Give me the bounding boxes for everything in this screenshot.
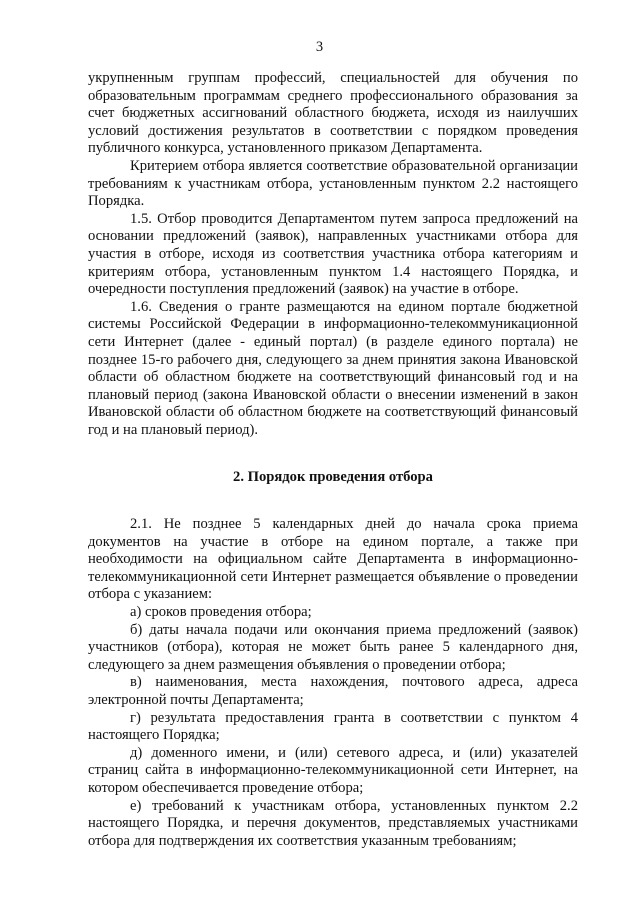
list-item-d: д) доменного имени, и (или) сетевого адреса, и (или) указателей страниц сайта в информационно-телекоммуникационной сети Интернет, на котором обеспечивается проведение отбора; bbox=[88, 744, 578, 796]
list-item-e: е) требований к участникам отбора, установленных пунктом 2.2 настоящего Порядка, и перечня документов, представляемых участниками отбора для подтверждения их соответствия указанным требованиям; bbox=[88, 797, 578, 849]
paragraph-1-6: 1.6. Сведения о гранте размещаются на едином портале бюджетной системы Российской Федерации в информационно-телекоммуникационной сети Интернет (далее - единый портал) (в разделе единого портала) не позднее 15-го рабочего дня, следующего за днем принятия закона Ивановской области об областном бюджете на соответствующий финансовый год и на плановый период (закона Ивановской области о внесении изменений в закон Ивановской области об областном бюджете на соответствующий финансовый год и на плановый период). bbox=[88, 298, 578, 438]
paragraph-1-5: 1.5. Отбор проводится Департаментом путем запроса предложений на основании предложений (заявок), направленных участниками отбора для участия в отборе, исходя из соответствия участника отбора категориям и критериям отбора, установленным пунктом 1.4 настоящего Порядка, и очередности поступления предложений (заявок) на участие в отборе. bbox=[88, 210, 578, 298]
page-number: 3 bbox=[315, 39, 324, 55]
list-item-b: б) даты начала подачи или окончания приема предложений (заявок) участников (отбора), которая не может быть ранее 5 календарного дня, следующего за днем размещения объявления о проведении отбора; bbox=[88, 621, 578, 673]
paragraph: Критерием отбора является соответствие образовательной организации требованиям к участникам отбора, установленным пунктом 2.2 настоящего Порядка. bbox=[88, 157, 578, 210]
paragraph-2-1: 2.1. Не позднее 5 календарных дней до начала срока приема документов на участие в отборе на едином портале, а также при необходимости на официальном сайте Департамента в информационно-телекоммуникационной сети Интернет размещается объявление о проведении отбора с указанием: bbox=[88, 516, 578, 603]
list-item-g: г) результата предоставления гранта в соответствии с пунктом 4 настоящего Порядка; bbox=[88, 709, 578, 744]
list-item-v: в) наименования, места нахождения, почтового адреса, адреса электронной почты Департамента; bbox=[88, 674, 578, 708]
paragraph: укрупненным группам профессий, специальностей для обучения по образовательным программам среднего профессионального образования за счет бюджетных ассигнований областного бюджета, исходя из наилучших условий достижения результатов в соответствии с порядком проведения публичного конкурса, установленного приказом Департамента. bbox=[88, 70, 578, 157]
document-body bbox=[88, 70, 578, 850]
list-item-a: а) сроков проведения отбора; bbox=[130, 604, 312, 621]
section-heading: 2. Порядок проведения отбора bbox=[233, 469, 433, 486]
